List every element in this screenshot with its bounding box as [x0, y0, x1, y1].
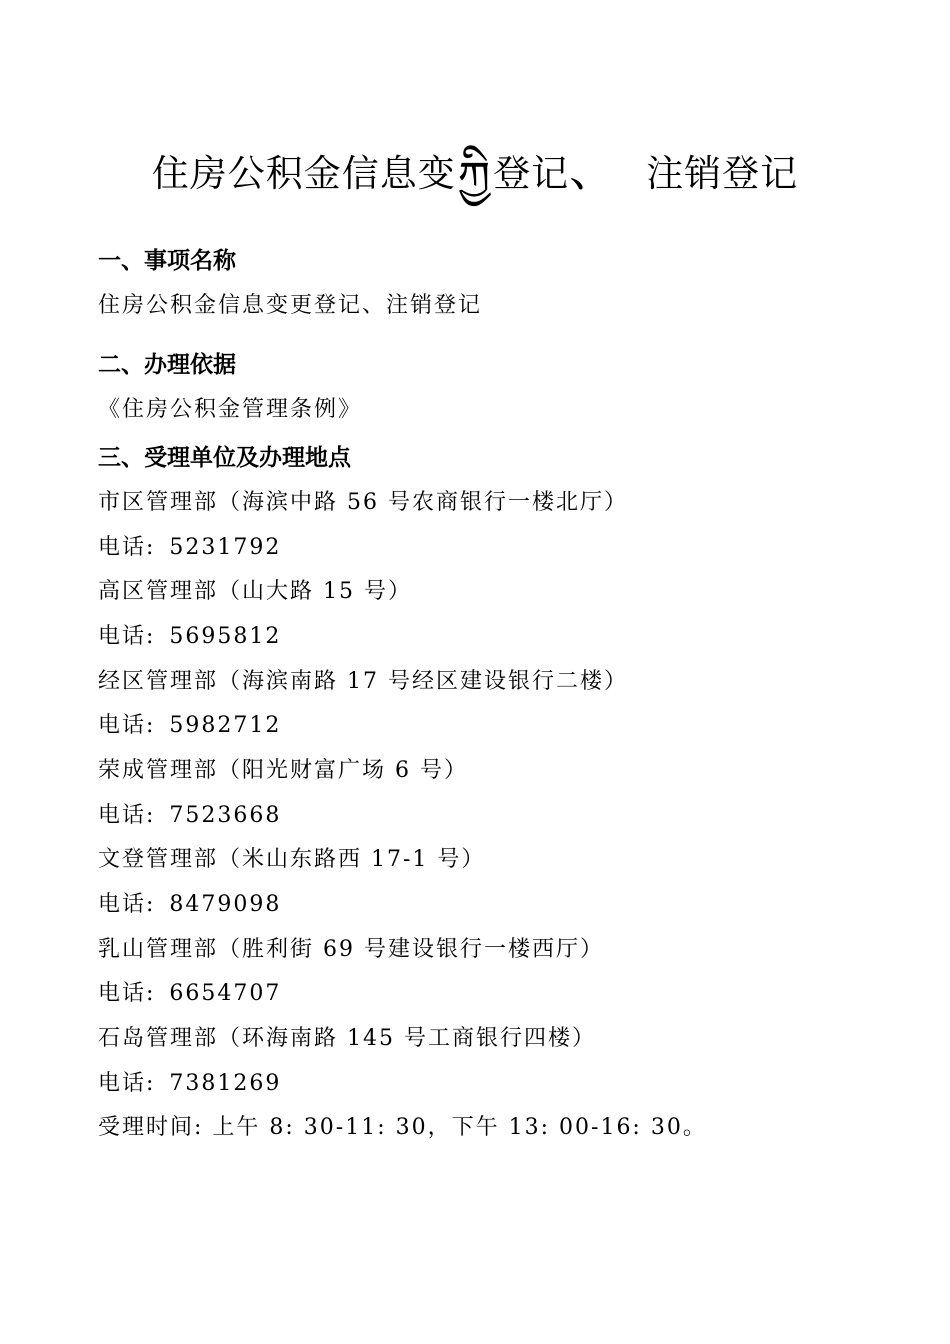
document-title	[0, 128, 950, 257]
office-4-address: 荣成管理部（阳光财富广场 6 号）	[98, 758, 468, 783]
phone-label: 电话:	[98, 1071, 156, 1096]
office-1-phone	[98, 533, 281, 563]
phone-label: 电话:	[98, 981, 156, 1006]
phone-number: 5231792	[169, 535, 282, 560]
phone-label: 电话:	[98, 803, 156, 828]
section-2-heading: 二、办理依据	[98, 352, 236, 378]
phone-label: 电话:	[98, 713, 156, 738]
office-2-address: 高区管理部（山大路 15 号）	[98, 579, 412, 604]
office-5-address: 文登管理部（米山东路西 17-1 号）	[98, 847, 486, 872]
phone-number: 6654707	[169, 981, 282, 1006]
office-6-phone	[98, 979, 281, 1009]
tibetan-glyph: ཀྱི	[457, 151, 492, 205]
phone-number: 5982712	[169, 713, 282, 738]
office-3-address: 经区管理部（海滨南路 17 号经区建设银行二楼）	[98, 669, 628, 694]
section-1-body: 住房公积金信息变更登记、注销登记	[98, 293, 483, 318]
phone-number: 7523668	[169, 803, 282, 828]
office-4-phone	[98, 801, 281, 831]
office-2-phone	[98, 622, 281, 652]
business-hours: 受理时间: 上午 8: 30-11: 30，下午 13: 00-16: 30。	[98, 1115, 707, 1140]
section-2-body: 《住房公积金管理条例》	[98, 397, 363, 422]
office-3-phone	[98, 711, 281, 741]
phone-label: 电话:	[98, 892, 156, 917]
phone-number: 8479098	[169, 892, 282, 917]
office-1-address: 市区管理部（海滨中路 56 号农商银行一楼北厅）	[98, 490, 628, 515]
phone-number: 5695812	[169, 624, 282, 649]
phone-number: 7381269	[169, 1071, 282, 1096]
office-5-phone	[98, 890, 281, 920]
section-3-heading: 三、受理单位及办理地点	[98, 445, 351, 471]
title-part-2: 登记	[493, 152, 570, 195]
title-comma: 、	[569, 143, 617, 197]
phone-label: 电话:	[98, 535, 156, 560]
section-1-heading: 一、事项名称	[98, 248, 236, 274]
phone-label: 电话:	[98, 624, 156, 649]
title-part-3: 注销登记	[646, 152, 799, 195]
office-7-address: 石岛管理部（环海南路 145 号工商银行四楼）	[98, 1026, 596, 1051]
office-7-phone	[98, 1069, 281, 1099]
office-6-address: 乳山管理部（胜利街 69 号建设银行一楼西厅）	[98, 937, 604, 962]
title-part-1: 住房公积金信息变	[151, 152, 456, 195]
